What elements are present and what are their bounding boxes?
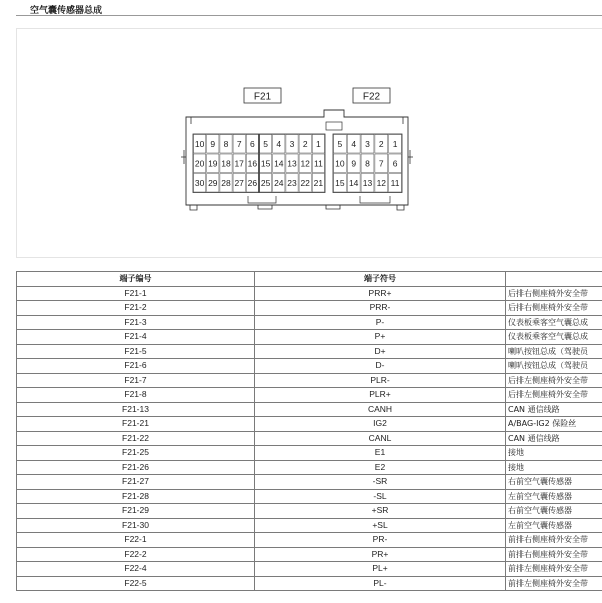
table-row	[17, 330, 602, 345]
f21-pin-label: 30	[194, 177, 205, 188]
terminal-description-cell: 后排右侧座椅外安全带	[506, 301, 602, 316]
header-terminal-symbol: 端子符号	[255, 272, 506, 287]
terminal-symbol-cell: D+	[255, 344, 506, 359]
f21-pin-label: 29	[208, 177, 218, 188]
table-row	[17, 402, 602, 417]
terminal-symbol-cell: PLR-	[255, 373, 506, 388]
f21-pin-label: 22	[300, 177, 310, 188]
terminal-symbol-cell: E2	[255, 460, 506, 475]
f21-pin-label: 19	[208, 158, 218, 169]
table-row	[17, 359, 602, 374]
terminal-number-cell: F22-5	[17, 576, 255, 591]
terminal-number-cell: F21-7	[17, 373, 255, 388]
table-row	[17, 518, 602, 533]
terminal-number-cell: F21-25	[17, 446, 255, 461]
terminal-description-cell: 后排右侧座椅外安全带	[506, 286, 602, 301]
table-row	[17, 315, 602, 330]
f22-pin-label: 11	[390, 177, 400, 188]
terminal-symbol-cell: D-	[255, 359, 506, 374]
f21-pin-label: 18	[221, 158, 231, 169]
table-row	[17, 388, 602, 403]
f21-pin-label: 14	[274, 158, 284, 169]
terminal-symbol-cell: CANL	[255, 431, 506, 446]
terminal-number-cell: F21-8	[17, 388, 255, 403]
terminal-number-cell: F21-28	[17, 489, 255, 504]
terminal-description-cell: 前排左侧座椅外安全带	[506, 562, 602, 577]
table-row	[17, 373, 602, 388]
terminal-symbol-cell: +SL	[255, 518, 506, 533]
table-row	[17, 417, 602, 432]
terminal-number-cell: F21-1	[17, 286, 255, 301]
f22-pin-label: 3	[365, 138, 370, 149]
table-row	[17, 489, 602, 504]
terminal-description-cell: 接地	[506, 460, 602, 475]
f22-pin-label: 12	[376, 177, 387, 188]
f22-pin-label: 6	[392, 158, 398, 169]
terminal-number-cell: F21-3	[17, 315, 255, 330]
terminal-number-cell: F21-13	[17, 402, 255, 417]
f22-pin-label: 5	[337, 138, 343, 149]
terminal-number-cell: F21-2	[17, 301, 255, 316]
f22-label: F22	[362, 91, 381, 103]
f22-pin-label: 1	[392, 138, 398, 149]
terminal-description-cell: 前排左侧座椅外安全带	[506, 576, 602, 591]
terminal-symbol-cell: PR+	[255, 547, 506, 562]
terminal-number-cell: F21-22	[17, 431, 255, 446]
table-row	[17, 301, 602, 316]
f21-pin-label: 10	[194, 138, 205, 149]
terminal-number-cell: F22-1	[17, 533, 255, 548]
header-terminal-number: 端子编号	[17, 272, 255, 287]
terminal-description-cell: 右前空气囊传感器	[506, 504, 602, 519]
terminal-symbol-cell: PRR-	[255, 301, 506, 316]
terminal-number-cell: F21-5	[17, 344, 255, 359]
table-header-row	[17, 272, 602, 287]
terminal-symbol-cell: -SL	[255, 489, 506, 504]
f21-pin-label: 6	[250, 138, 255, 149]
terminal-symbol-cell: CANH	[255, 402, 506, 417]
f21-pin-label: 9	[210, 138, 216, 149]
f21-pin-label: 20	[194, 158, 205, 169]
terminal-symbol-cell: P+	[255, 330, 506, 345]
page-title: 空气囊传感器总成	[30, 6, 103, 16]
f21-pin-label: 8	[223, 138, 229, 149]
f21-pin-label: 28	[221, 177, 231, 188]
f21-pin-label: 7	[236, 138, 242, 149]
terminal-table	[16, 271, 602, 591]
f21-pin-label: 15	[260, 158, 271, 169]
terminal-symbol-cell: +SR	[255, 504, 506, 519]
terminal-symbol-cell: E1	[255, 446, 506, 461]
f22-pin-label: 9	[351, 158, 357, 169]
connector-diagram	[0, 0, 602, 260]
connector-latch	[326, 122, 342, 130]
terminal-number-cell: F22-4	[17, 562, 255, 577]
f22-pin-label: 8	[365, 158, 370, 169]
f21-pin-grid	[193, 134, 325, 193]
terminal-table-container	[16, 271, 602, 603]
terminal-description-cell: 喇叭按钮总成（驾驶员	[506, 344, 602, 359]
terminal-description-cell: 后排左侧座椅外安全带	[506, 388, 602, 403]
terminal-number-cell: F21-26	[17, 460, 255, 475]
terminal-symbol-cell: PL+	[255, 562, 506, 577]
f22-pin-label: 13	[362, 177, 373, 188]
f21-pin-label: 12	[300, 158, 310, 169]
terminal-symbol-cell: PRR+	[255, 286, 506, 301]
f21-pin-label: 26	[247, 177, 258, 188]
terminal-symbol-cell: -SR	[255, 475, 506, 490]
terminal-description-cell: 左前空气囊传感器	[506, 518, 602, 533]
terminal-symbol-cell: PL-	[255, 576, 506, 591]
terminal-symbol-cell: IG2	[255, 417, 506, 432]
f21-pin-label: 17	[234, 158, 244, 169]
terminal-symbol-cell: PLR+	[255, 388, 506, 403]
terminal-number-cell: F21-30	[17, 518, 255, 533]
table-row	[17, 460, 602, 475]
terminal-description-cell: 仪表板乘客空气囊总成	[506, 330, 602, 345]
table-row	[17, 286, 602, 301]
terminal-description-cell: 后排左侧座椅外安全带	[506, 373, 602, 388]
terminal-number-cell: F22-2	[17, 547, 255, 562]
terminal-description-cell: 前排右侧座椅外安全带	[506, 533, 602, 548]
f21-pin-label: 1	[316, 138, 321, 149]
f22-pin-label: 4	[351, 138, 357, 149]
f21-pin-label: 24	[274, 177, 284, 188]
f21-pin-label: 27	[234, 177, 244, 188]
table-row	[17, 344, 602, 359]
f21-pin-label: 21	[313, 177, 324, 188]
f21-pin-label: 2	[302, 138, 308, 149]
f22-pin-label: 2	[378, 138, 384, 149]
f22-pin-grid	[333, 134, 402, 193]
table-row	[17, 475, 602, 490]
f22-pin-label: 7	[378, 158, 384, 169]
f22-pin-label: 14	[348, 177, 359, 188]
table-row	[17, 562, 602, 577]
f21-label: F21	[253, 91, 272, 103]
f22-pin-label: 15	[335, 177, 345, 188]
f21-pin-label: 3	[289, 138, 295, 149]
terminal-description-cell: A/BAG-IG2 保险丝	[506, 417, 602, 432]
terminal-description-cell: CAN 通信线路	[506, 431, 602, 446]
f21-pin-label: 4	[276, 138, 282, 149]
table-row	[17, 431, 602, 446]
terminal-number-cell: F21-27	[17, 475, 255, 490]
terminal-description-cell: 仪表板乘客空气囊总成	[506, 315, 602, 330]
terminal-number-cell: F21-21	[17, 417, 255, 432]
f21-pin-label: 25	[260, 177, 271, 188]
table-row	[17, 576, 602, 591]
header-description	[506, 272, 602, 287]
terminal-description-cell: 喇叭按钮总成（驾驶员	[506, 359, 602, 374]
terminal-description-cell: 接地	[506, 446, 602, 461]
table-row	[17, 547, 602, 562]
terminal-number-cell: F21-4	[17, 330, 255, 345]
table-row	[17, 533, 602, 548]
table-row	[17, 504, 602, 519]
terminal-description-cell: 左前空气囊传感器	[506, 489, 602, 504]
terminal-symbol-cell: PR-	[255, 533, 506, 548]
f21-pin-label: 23	[287, 177, 297, 188]
terminal-description-cell: 右前空气囊传感器	[506, 475, 602, 490]
f21-pin-label: 11	[313, 158, 323, 169]
table-row	[17, 446, 602, 461]
terminal-number-cell: F21-29	[17, 504, 255, 519]
terminal-description-cell: CAN 通信线路	[506, 402, 602, 417]
f22-pin-label: 10	[335, 158, 345, 169]
f21-pin-label: 16	[247, 158, 258, 169]
terminal-description-cell: 前排右侧座椅外安全带	[506, 547, 602, 562]
f21-pin-label: 13	[287, 158, 297, 169]
f21-pin-label: 5	[263, 138, 268, 149]
terminal-symbol-cell: P-	[255, 315, 506, 330]
terminal-number-cell: F21-6	[17, 359, 255, 374]
